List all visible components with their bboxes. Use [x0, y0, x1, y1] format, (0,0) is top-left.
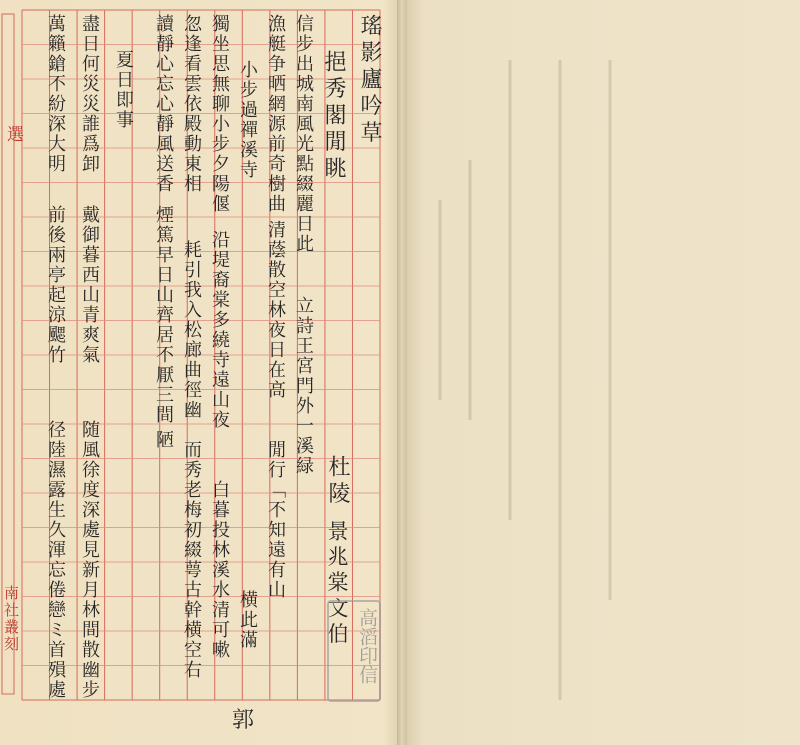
text-column-5c: 白暮投林溪水清可嗽	[209, 480, 230, 660]
text-column-3: 漁艇争晒網源前奇樹曲	[265, 14, 286, 214]
text-column-4: 小步過禪溪寺	[237, 60, 258, 180]
margin-label-bottom: 南社叢刻	[2, 585, 20, 653]
text-column-3c: 閒行「不知遠有山	[265, 440, 286, 600]
author-line-2: 景兆棠文伯	[325, 520, 349, 648]
text-column-7: 讀靜心忘心靜風送香	[153, 14, 174, 194]
text-column-6: 忽逢看雲依殿動東相	[181, 14, 202, 194]
text-column-10c: 径陸濕露生久渾忘倦戀ミ首殞處	[45, 420, 66, 700]
author-line-1: 杜陵	[325, 455, 350, 509]
text-column-6c: 而秀老梅初綴萼古幹横空右	[181, 440, 202, 680]
poem-title-summer: 夏日即事	[113, 50, 134, 130]
text-column-5: 獨坐思無聊小步夕陽偃	[209, 14, 230, 214]
margin-label-top: 選	[3, 125, 23, 144]
seal-text: 高滔印信	[356, 608, 378, 684]
poem-title-column: 挹秀閣閒眺	[321, 50, 346, 183]
text-column-9: 盡日何災災誰爲卸	[79, 14, 100, 174]
text-column-2b: 立詩王宮門外一溪緑	[293, 296, 314, 476]
text-column-5b: 沿堤裔棠多繞寺遠山夜	[209, 230, 230, 430]
text-column-10: 萬籟鎗不紛深大明	[45, 14, 66, 174]
text-column-2: 信步出城南風光點綴麗日此	[293, 14, 314, 254]
text-column-7b: 煙篤早日山齊居不厭三間	[153, 205, 174, 425]
text-column-6b: 耗引我入松廊曲徑幽	[181, 240, 202, 420]
text-column-7c: 陋	[153, 430, 174, 450]
book-title: 瑤影廬吟草	[357, 14, 382, 147]
text-column-3b: 清蔭散空林夜日在高	[265, 220, 286, 400]
seal-stamp	[327, 600, 381, 702]
text-column-10b: 前後兩亭起涼颸竹	[45, 205, 66, 365]
text-column-9c: 随風徐度深處見新月林間散幽步	[79, 420, 100, 700]
text-column-9b: 戴御暮西山青爽氣	[79, 205, 100, 365]
page-footer-char: 郭	[232, 708, 255, 733]
text-column-4b: 横此滿	[237, 590, 258, 650]
